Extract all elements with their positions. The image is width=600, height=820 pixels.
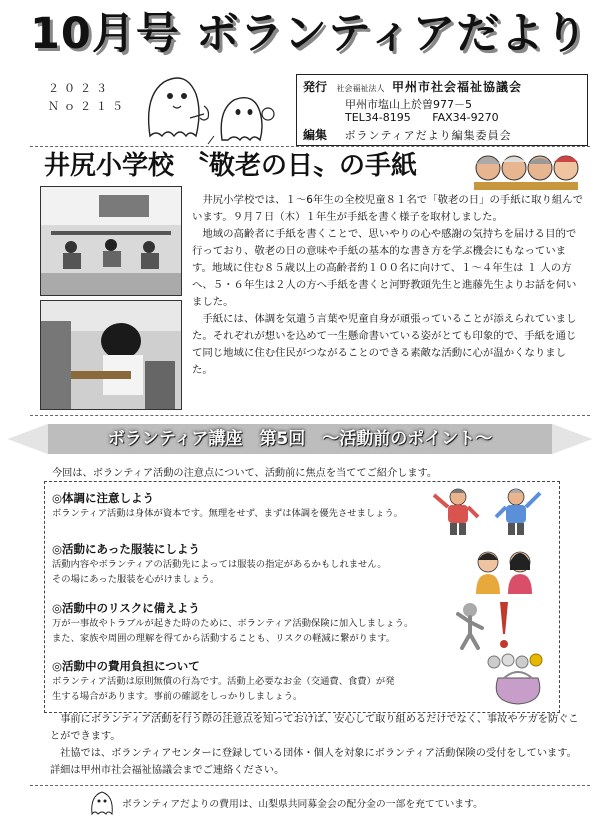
editor-label: 編集 (303, 128, 328, 142)
tip-line: また、家族や周囲の理解を得てから活動することも、リスクの軽減に繋がります。 (52, 633, 396, 644)
coin-purse-illustration (484, 652, 552, 708)
mascot-illustration (130, 66, 290, 148)
elderly-people-illustration (470, 150, 580, 190)
tip-heading: ◎活動にあった服装にしよう (52, 542, 200, 556)
article-paragraph: 井尻小学校では、１～6年生の全校児童８１名で「敬老の日」の手紙に取り組んでいます。９月７日（木）１年生が手紙を書く様子を取材しました。 (192, 194, 584, 223)
tip-heading: ◎活動中のリスクに備えよう (52, 601, 200, 615)
publisher-org: 甲州市社会福祉協議会 (392, 80, 523, 94)
classroom-photo (40, 186, 182, 296)
article-title: 井尻小学校 〝敬老の日〟の手紙 (44, 151, 418, 181)
article-divider (30, 415, 590, 416)
exercise-illustration (430, 487, 550, 535)
editor-name: ボランティアだより編集委員会 (344, 129, 512, 142)
publisher-address: 甲州市塩山上於曽977－5 (345, 98, 472, 111)
tip-line: ボランティア活動は原則無償の行為です。活動上必要なお金（交通費、食費）が発 (52, 676, 395, 687)
seminar-intro: 今回は、ボランティア活動の注意点について、活動前に焦点を当ててご紹介します。 (52, 468, 438, 479)
article-paragraph: 手紙には、体調を気遣う言葉や児童自身が頑張っていることが添えられていました。それぞれが想いを込めて一生懸命書いている姿がとても印象的で、手紙を通じて同じ地域に住む住民がつながることのできる素敵な活動に心が温かくなりました。 (192, 313, 577, 376)
header-divider (30, 146, 590, 147)
tip-heading: ◎活動中の費用負担について (52, 659, 200, 673)
people-clothing-illustration (470, 548, 540, 594)
closing-paragraph: 事前にボランティア活動を行う際の注意点を知っておけば、安心して取り組めるだけでなく、事故やケガを防ぐことができます。 (50, 714, 579, 742)
publisher-label: 発行 (303, 80, 328, 94)
risk-warning-illustration (448, 598, 522, 652)
publisher-box (296, 74, 588, 146)
issue-year: ２０２３ (48, 82, 112, 95)
publisher-fax: FAX34-9270 (432, 111, 499, 124)
footer-note: ボランティアだよりの費用は、山梨県共同募金会の配分金の一部を充てています。 (122, 799, 483, 810)
tip-item (52, 490, 403, 521)
tip-line: ボランティア活動は身体が資本です。無理をせず、まずは体調を優先させましょう。 (52, 508, 404, 519)
publisher-org-prefix: 社会福祉法人 (336, 84, 385, 93)
issue-number: Ｎｏ２１５ (48, 100, 128, 113)
seminar-banner-title: ボランティア講座 第5回 ～活動前のポイント～ (107, 429, 493, 449)
closing-text (50, 711, 586, 779)
tip-item (52, 541, 387, 587)
tip-line: 活動内容やボランティアの活動先によっては服装の指定があるかもしれません。 (52, 559, 387, 570)
publisher-tel: TEL34-8195 (345, 111, 411, 124)
tip-item (52, 658, 395, 704)
article-body (192, 192, 584, 379)
mascot-small-icon (88, 788, 116, 816)
tip-line: その場にあった服装を心がけましょう。 (52, 574, 220, 585)
footer-divider (30, 785, 590, 786)
closing-paragraph: 社協では、ボランティアセンターに登録している団体・個人を対象にボランティア活動保険の受付をしています。詳細は甲州市社会福祉協議会までご連絡ください。 (50, 748, 577, 776)
student-writing-photo (40, 300, 182, 410)
tip-line: 生する場合があります。事前の確認をしっかりしましょう。 (52, 691, 303, 702)
tip-item (52, 600, 413, 646)
tip-heading: ◎体調に注意しよう (52, 491, 155, 505)
article-paragraph: 地域の高齢者に手紙を書くことで、思いやりの心や感謝の気持ちを届ける目的で行っており、敬老の日の意味や手紙の基本的な書き方を学ぶ機会にもなっています。地域に住む８５歳以上の高齢者約１００名に向けて、１～４年生は １ 人の方へ、５・６年生は２人の方へ手紙を書くと河野教頭先生と進藤先生よりお話を伺いました。 (192, 228, 577, 308)
tip-line: 万が一事故やトラブルが起きた時のために、ボランティア活動保険に加入しましょう。 (52, 618, 414, 629)
newsletter-title: 10月号 ボランティアだより (30, 9, 589, 59)
